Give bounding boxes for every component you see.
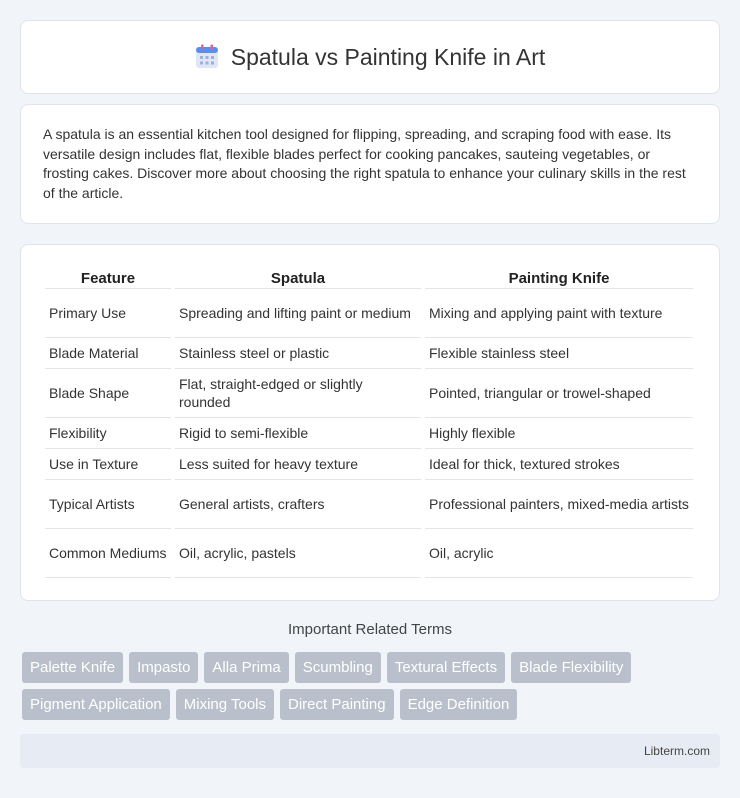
intro-text: A spatula is an essential kitchen tool designed for flipping, spreading, and scraping food with ease. Its versatile design includes flat, flexible blades perfect for cooking pancakes, sauteing vegetables, or frosting cakes. Discover more about choosing the right spatula to enhance your culinary skills in the rest of the article. xyxy=(43,126,686,201)
footer xyxy=(20,734,720,768)
tag-direct-painting[interactable]: Direct Painting xyxy=(280,689,394,720)
table-row xyxy=(45,418,693,449)
table-cell: Flat, straight-edged or slightly rounded xyxy=(175,369,421,418)
tag-blade-flexibility[interactable]: Blade Flexibility xyxy=(511,652,631,683)
tag-scumbling[interactable]: Scumbling xyxy=(295,652,381,683)
calendar-icon xyxy=(195,44,219,70)
table-row xyxy=(45,289,693,338)
comparison-card xyxy=(20,244,720,601)
table-cell: Rigid to semi-flexible xyxy=(175,418,421,449)
footer-brand[interactable]: Libterm.com xyxy=(643,744,710,758)
tag-mixing-tools[interactable]: Mixing Tools xyxy=(176,689,274,720)
page-title: Spatula vs Painting Knife in Art xyxy=(230,43,546,70)
table-cell: Stainless steel or plastic xyxy=(175,338,421,369)
table-cell: Highly flexible xyxy=(425,418,693,449)
related-terms-list xyxy=(22,652,722,720)
table-cell: General artists, crafters xyxy=(175,480,421,529)
table-cell: Primary Use xyxy=(45,289,171,338)
tag-impasto[interactable]: Impasto xyxy=(129,652,198,683)
table-cell: Oil, acrylic xyxy=(425,529,693,578)
table-row xyxy=(45,529,693,578)
table-cell: Common Mediums xyxy=(45,529,171,578)
table-cell: Flexible stainless steel xyxy=(425,338,693,369)
related-terms-title: Important Related Terms xyxy=(288,621,452,638)
table-header-row xyxy=(45,261,693,289)
tag-edge-definition[interactable]: Edge Definition xyxy=(400,689,518,720)
table-cell: Oil, acrylic, pastels xyxy=(175,529,421,578)
header-card xyxy=(20,20,720,94)
comparison-table xyxy=(41,261,697,578)
table-cell: Spreading and lifting paint or medium xyxy=(175,289,421,338)
intro-card xyxy=(20,104,720,224)
tag-alla-prima[interactable]: Alla Prima xyxy=(204,652,288,683)
table-cell: Pointed, triangular or trowel-shaped xyxy=(425,369,693,418)
table-row xyxy=(45,338,693,369)
table-cell: Flexibility xyxy=(45,418,171,449)
table-row xyxy=(45,369,693,418)
column-header-feature: Feature xyxy=(45,261,171,289)
table-cell: Blade Material xyxy=(45,338,171,369)
table-cell: Mixing and applying paint with texture xyxy=(425,289,693,338)
tag-pigment-application[interactable]: Pigment Application xyxy=(22,689,170,720)
table-cell: Blade Shape xyxy=(45,369,171,418)
table-row xyxy=(45,449,693,480)
header xyxy=(195,44,546,71)
table-cell: Professional painters, mixed-media artists xyxy=(425,480,693,529)
column-header-spatula: Spatula xyxy=(175,261,421,289)
tag-palette-knife[interactable]: Palette Knife xyxy=(22,652,123,683)
table-cell: Less suited for heavy texture xyxy=(175,449,421,480)
table-cell: Typical Artists xyxy=(45,480,171,529)
table-row xyxy=(45,480,693,529)
table-cell: Use in Texture xyxy=(45,449,171,480)
tag-textural-effects[interactable]: Textural Effects xyxy=(387,652,505,683)
column-header-painting-knife: Painting Knife xyxy=(425,261,693,289)
table-cell: Ideal for thick, textured strokes xyxy=(425,449,693,480)
